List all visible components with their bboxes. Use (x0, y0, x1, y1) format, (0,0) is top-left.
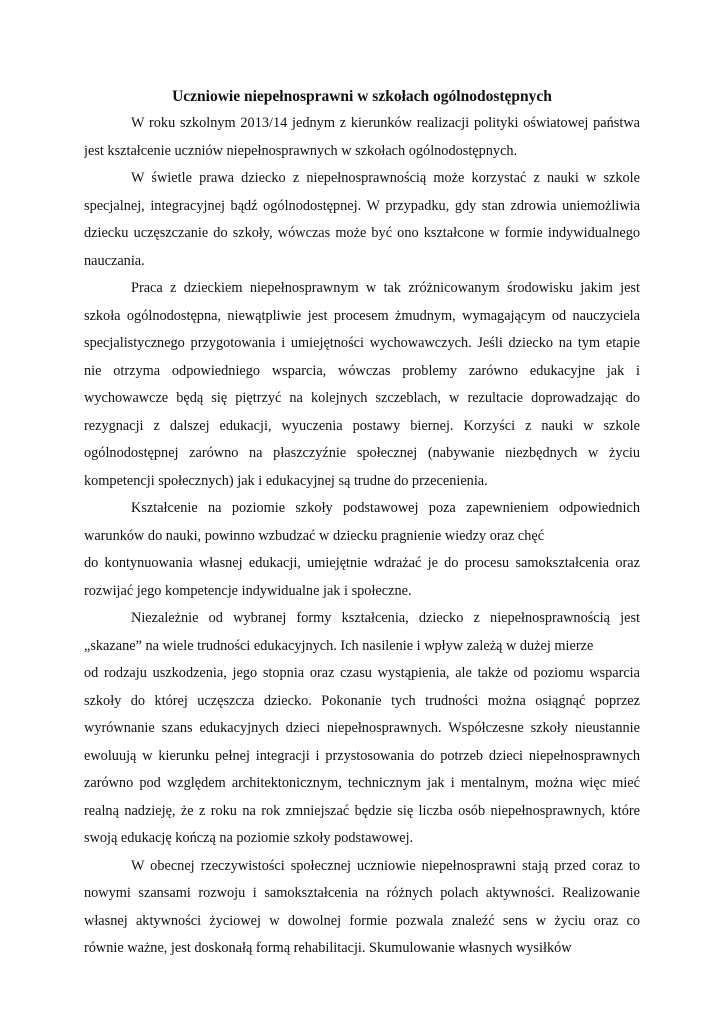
text-line: ogólnodostępnej zarówno na płaszczyźnie społecznej (nabywanie niezbędnych w życiu (84, 445, 640, 461)
text-line: W świetle prawa dziecko z niepełnosprawnością może korzystać z nauki w szkole (131, 170, 640, 186)
text-line: szkoły do której uczęszcza dziecko. Pokonanie tych trudności można osiągnąć poprzez (84, 692, 640, 709)
paragraph (84, 495, 640, 605)
text-line: warunków do nauki, powinno wzbudzać w dziecku pragnienie wiedzy oraz chęć (84, 527, 545, 544)
text-line: własnej aktywności życiowej w dowolnej formie pozwala znaleźć sens w życiu oraz co (84, 912, 640, 929)
text-line: nowymi szansami rozwoju i samokształcenia na różnych polach aktywności. Realizowanie (84, 885, 640, 901)
document-title: Uczniowie niepełnosprawni w szkołach ogólnodostępnych (172, 88, 552, 105)
text-line: „skazane” na wiele trudności edukacyjnych. Ich nasilenie i wpływ zależą w dużej mierze (84, 637, 594, 654)
paragraph (84, 853, 640, 963)
text-line: kompetencji społecznych) jak i edukacyjnej są trudne do przecenienia. (84, 472, 488, 489)
text-line: szkoła ogólnodostępna, niewątpliwie jest procesem żmudnym, wymagającym od nauczyciela (84, 307, 640, 324)
text-line: W roku szkolnym 2013/14 jednym z kierunków realizacji polityki oświatowej państwa (131, 115, 640, 131)
text-line: specjalistycznego przygotowania i umiejętności wychowawczych. Jeśli dziecko na tym etapie (84, 335, 640, 351)
text-line: od rodzaju uszkodzenia, jego stopnia oraz czasu wystąpienia, ale także od poziomu wsparcia (84, 665, 640, 681)
text-line: ewoluują w kierunku pełnej integracji i przystosowania do potrzeb dzieci niepełnosprawnych (84, 747, 640, 764)
document-page (84, 84, 640, 963)
text-line: dziecku uczęszczanie do szkoły, wówczas może być ono kształcone w formie indywidualnego (84, 225, 640, 241)
text-line: do kontynuowania własnej edukacji, umiejętnie wdrażać je do procesu samokształcenia oraz (84, 555, 640, 571)
text-line: swoją edukację kończą na poziomie szkoły podstawowej. (84, 830, 414, 846)
text-line: Praca z dzieckiem niepełnosprawnym w tak zróżnicowanym środowisku jakim jest (131, 280, 640, 296)
text-line: wychowawcze będą się piętrzyć na kolejnych szczeblach, w rezultacie doprowadzając do (84, 390, 640, 406)
text-line: rozwijać jego kompetencje indywidualne jak i społeczne. (84, 582, 412, 599)
text-line: nauczania. (84, 252, 145, 269)
text-line: rezygnacji z dalszej edukacji, wyuczenia postawy biernej. Korzyści z nauki w szkole (84, 417, 640, 434)
text-line: równie ważne, jest doskonałą formą rehabilitacji. Skumulowanie własnych wysiłków (84, 940, 572, 956)
paragraph (84, 110, 640, 165)
text-line: specjalnej, integracyjnej bądź ogólnodostępnej. W przypadku, gdy stan zdrowia uniemożliwia (84, 197, 640, 214)
text-line: W obecnej rzeczywistości społecznej uczniowie niepełnosprawni stają przed coraz to (131, 857, 640, 874)
text-line: realną nadzieję, że z roku na rok zmniejszać będzie się liczba osób niepełnosprawnych, które (84, 802, 640, 819)
text-line: zarówno pod względem architektonicznym, technicznym jak i mentalnym, można więc mieć (84, 775, 640, 791)
text-line: nie otrzyma odpowiedniego wsparcia, wówczas problemy zarówno edukacyjne jak i (84, 362, 640, 379)
text-line: Niezależnie od wybranej formy kształcenia, dziecko z niepełnosprawnością jest (131, 610, 640, 626)
text-line: wyrównanie szans edukacyjnych dzieci niepełnosprawnych. Współczesne szkoły nieustannie (84, 720, 640, 736)
paragraph (84, 165, 640, 275)
text-line: jest kształcenie uczniów niepełnosprawnych w szkołach ogólnodostępnych. (84, 142, 518, 159)
text-line: Kształcenie na poziomie szkoły podstawowej poza zapewnieniem odpowiednich (131, 500, 640, 516)
paragraph (84, 605, 640, 853)
paragraph (84, 275, 640, 495)
